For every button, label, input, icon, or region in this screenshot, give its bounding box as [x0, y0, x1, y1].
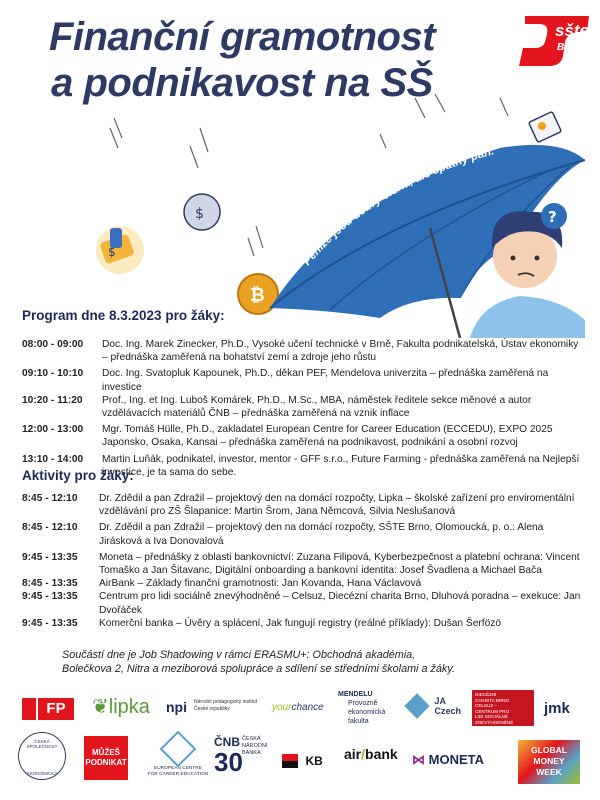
gmw-text-3: WEEK — [536, 767, 562, 777]
program-time: 12:00 - 13:00 — [22, 424, 84, 436]
cnb-text: ČNB — [214, 735, 240, 749]
question-icon: ? — [548, 208, 557, 226]
sste-text: sšte — [555, 21, 590, 40]
activities-heading: Aktivity pro žáky: — [22, 468, 134, 483]
program-time: 13:10 - 14:00 — [22, 453, 84, 465]
moneta-text: MONETA — [428, 752, 484, 767]
npi-logo — [166, 699, 258, 717]
mendelu-sub-1: Provozně — [348, 700, 378, 707]
program-time: 09:10 - 10:10 — [22, 368, 84, 380]
svg-text:₿: ₿ — [250, 285, 265, 306]
activity-time: 8:45 - 12:10 — [22, 493, 78, 504]
activity-time: 8:45 - 13:35 — [22, 578, 78, 590]
global-money-week-logo — [518, 740, 580, 784]
program-desc: Martin Luňák, podnikatel, investor, mentor - GFF s.r.o., Future Farming - přednáška zaměřená na Nejlepší investice, je ta sama do sebe. — [102, 453, 580, 478]
lipka-text: lipka — [108, 696, 150, 718]
program-row — [22, 423, 582, 449]
activity-row — [22, 590, 582, 616]
partner-logos — [0, 686, 600, 796]
jmk-logo: jmk — [544, 700, 570, 717]
ja-sub: Czech — [434, 706, 461, 716]
bank-text: bank — [365, 746, 398, 762]
activity-time: 9:45 - 13:35 — [22, 551, 78, 563]
ecce-text-2: FOR CAREER EDUCATION — [147, 772, 209, 777]
cnb-sub-3: BANKA — [242, 750, 261, 756]
mendelu-logo — [338, 690, 385, 726]
ecce-shape-icon — [160, 731, 197, 768]
umbrella-text: Peníze jsou dobrý sluha, ale špatný pán. — [301, 145, 496, 268]
activity-row — [22, 577, 582, 590]
ecce-logo — [140, 736, 216, 778]
activity-desc: Centrum pro lidi sociálně znevýhodněné – Celsuz, Diecézní charita Brno, Dluhová poradna – exekuce: Jan Dvořáček — [99, 591, 581, 616]
note-line-2: Bolečkova 2, Nitra a meziborová spolupráce a sdílení se středními školami a žáky. — [62, 663, 455, 675]
kb-logo — [282, 752, 323, 770]
activities-list — [22, 492, 582, 633]
cnb-sub-2: NÁRODNÍ — [242, 743, 268, 749]
ces-logo — [18, 732, 66, 780]
kb-text: KB — [305, 753, 323, 768]
program-row — [22, 338, 582, 364]
podnikat-text: PODNIKAT — [85, 758, 127, 767]
ja-shape-icon — [404, 693, 429, 718]
charita-line: CELSUZ – — [475, 703, 497, 709]
charita-line: DIECÉZNÍ — [475, 692, 497, 697]
cnb-sub-1: ČESKÁ — [242, 736, 261, 742]
coin-dollar-icon — [184, 194, 220, 230]
charita-line: CENTRUM PRO — [475, 708, 510, 714]
muzes-text: MŮŽEŠ — [92, 748, 120, 757]
gmw-text-2: MONEY — [533, 756, 565, 766]
your-text: your — [272, 702, 292, 713]
gmw-text-1: GLOBAL — [531, 745, 567, 755]
activity-row — [22, 551, 582, 577]
chance-text: chance — [291, 702, 324, 713]
svg-text:$: $ — [195, 206, 204, 222]
npi-text: npi — [166, 699, 187, 715]
activity-desc: Dr. Zdědil a pan Zdražil – projektový den na domácí rozpočty, SŠTE Brno, Olomoucká, p. o.: Alena Jirásková a Iva Donovalová — [99, 522, 544, 547]
program-desc: Prof., Ing. et Ing. Luboš Komárek, Ph.D., M.Sc., MBA, náměstek ředitele sekce měnové a autor vzdělávacích materiálů ČNB – přednáška zaměřená na vznik inflace — [102, 394, 532, 420]
program-heading: Program dne 8.3.2023 pro žáky: — [22, 308, 225, 323]
air-text: air — [344, 746, 362, 762]
kb-flag-icon — [282, 754, 298, 768]
cnb-30-text: 30 — [214, 747, 243, 777]
title-line-1: Finanční gramotnost — [48, 15, 436, 59]
activity-row — [22, 492, 582, 518]
program-time: 10:20 - 11:20 — [22, 394, 83, 406]
activity-row — [22, 617, 582, 630]
mendelu-sub-3: fakulta — [348, 718, 369, 725]
document-icon — [529, 112, 562, 143]
ces-text-2: EKONOMICKÁ — [26, 771, 58, 776]
npi-sub-2: České republiky — [194, 706, 230, 712]
activity-time: 8:45 - 12:10 — [22, 522, 78, 534]
charita-logo — [472, 690, 534, 726]
ces-text-1: ČESKÁ SPOLEČNOST — [26, 739, 58, 749]
sste-city: BRNO — [557, 42, 587, 53]
program-time: 08:00 - 09:00 — [22, 339, 84, 350]
cnb-logo — [214, 735, 268, 777]
leaf-icon: ❦ — [92, 696, 109, 718]
activity-time: 9:45 - 13:35 — [22, 591, 78, 603]
activity-desc: Moneta – přednášky z oblasti bankovnictví: Zuzana Filipová, Kyberbezpečnost a platební ochrana: Vincent Tomaško a Jan Šitavanc, Digitální onboarding a bankovní identita: Josef Švadlena a Michael Bača — [99, 551, 580, 577]
ja-text: JA — [434, 696, 446, 706]
umbrella-illustration — [80, 88, 600, 338]
mendelu-sub-2: ekonomická — [348, 709, 386, 716]
charita-line: CHARITA BRNO — [475, 697, 510, 703]
program-row — [22, 394, 582, 420]
erasmus-note — [62, 648, 542, 676]
moneta-logo — [412, 752, 484, 768]
activity-desc: Komerční banka – Úvěry a splácení, Jak fungují registry (reálné příklady): Dušan Šerfözö — [99, 617, 502, 629]
money-bag-icon — [96, 226, 144, 274]
title-line-2: a podnikavost na SŠ — [51, 61, 433, 105]
muzes-podnikat-logo — [84, 736, 128, 780]
charita-line: LIDI SOCIÁLNĚ — [475, 714, 508, 720]
sste-brno-logo — [517, 12, 591, 70]
program-list — [22, 338, 582, 482]
svg-text:$: $ — [108, 245, 116, 259]
activity-desc: Dr. Zdědil a pan Zdražil – projektový den na domácí rozpočty, Lipka – školské zařízení pro enviromentální vzdělávání pro ZŠ Šlapanice: Martin Šrom, Jana Němcová, Silvia Neslušanová — [99, 493, 575, 518]
program-desc: Doc. Ing. Svatopluk Kapounek, Ph.D., děkan PEF, Mendelova univerzita – přednáška zaměřená na investice — [102, 368, 549, 393]
activity-time: 9:45 - 13:35 — [22, 617, 78, 629]
lipka-logo — [92, 694, 150, 719]
npi-sub-1: Národní pedagogický institut — [194, 699, 258, 705]
activity-desc: AirBank – Základy finanční gramotnosti: Jan Kovanda, Hana Václavová — [99, 578, 422, 590]
note-line-1: Součástí dne je Job Shadowing v rámci ERASMU+: Obchodná akadémia, — [62, 649, 416, 661]
fp-text: FP — [38, 698, 74, 720]
your-chance-logo — [272, 702, 324, 713]
moneta-mark-icon: ⋈ — [412, 752, 425, 767]
mendelu-text: MENDELU — [338, 691, 373, 698]
activity-row — [22, 521, 582, 547]
program-desc: Doc. Ing. Marek Zinecker, Ph.D., Vysoké učení technické v Brně, Fakulta podnikatelská, Ústav ekonomiky – přednáška zaměřená na bohatství zemí a zdroje jeho růstu — [102, 339, 579, 364]
ecce-text-1: EUROPEAN CENTRE — [154, 766, 202, 771]
ja-czech-logo — [408, 696, 461, 716]
program-desc: Mgr. Tomáš Hülle, Ph.D., zakladatel European Centre for Career Education (ECCEDU), EXPO 2025 Japonsko, Osaka, Kansai – přednáška zaměřená na podnikavost, podnikání a osobní rozvoj — [102, 424, 553, 449]
program-row — [22, 367, 582, 393]
tfp-logo — [22, 698, 74, 720]
charita-line: ZNEVÝHODNĚNÉ — [475, 719, 514, 725]
airbank-logo: air/bank — [344, 746, 398, 762]
